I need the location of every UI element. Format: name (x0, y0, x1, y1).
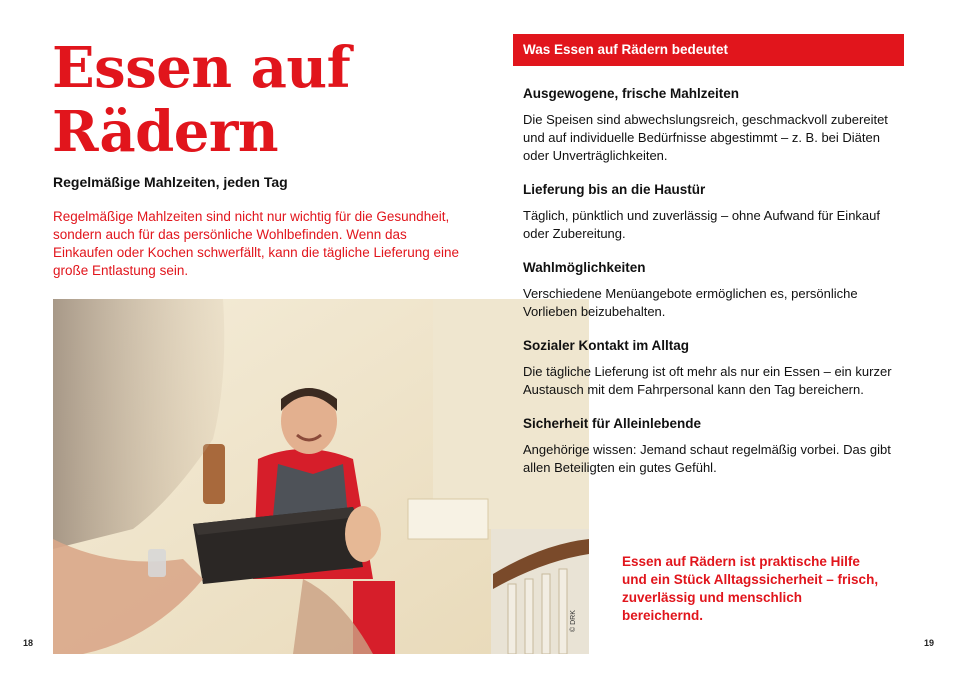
benefit-heading: Lieferung bis an die Haustür (523, 182, 706, 197)
benefit-text: Verschiedene Menüangebote ermöglichen es, persönliche Vorlieben beizubehalten. (523, 286, 858, 319)
benefit-item (523, 182, 903, 243)
page-title (52, 36, 350, 164)
benefit-heading: Wahlmöglichkeiten (523, 260, 646, 275)
benefit-text: Die Speisen sind abwechslungsreich, geschmackvoll zubereitet und auf individuelle Bedürfnisse abgestimmt – z. B. bei Diäten oder Unverträglichkeiten. (523, 112, 888, 163)
page-number-right: 19 (924, 638, 935, 648)
title-line-2: Rädern (52, 99, 279, 165)
benefit-item (523, 416, 903, 477)
summary-text: Essen auf Rädern ist praktische Hilfe und ein Stück Alltagssicherheit – frisch, zuverlässig und menschlich bereichernd. (622, 554, 879, 623)
benefit-text: Täglich, pünktlich und zuverlässig – ohne Aufwand für Einkauf oder Zubereitung. (523, 208, 880, 241)
benefit-heading: Ausgewogene, frische Mahlzeiten (523, 86, 740, 101)
benefit-text: Die tägliche Lieferung ist oft mehr als nur ein Essen – ein kurzer Austausch mit dem Fahrpersonal kann den Tag bereichern. (523, 364, 892, 397)
section-header: Was Essen auf Rädern bedeutet (513, 34, 904, 66)
benefits-list (523, 86, 903, 494)
photo-credit: © DRK (570, 610, 577, 632)
delivery-photo (53, 299, 589, 654)
title-line-1: Essen auf (52, 35, 351, 101)
benefit-heading: Sozialer Kontakt im Alltag (523, 338, 690, 353)
page-number-left: 18 (23, 638, 34, 648)
benefit-item (523, 338, 903, 399)
benefit-item (523, 260, 903, 321)
benefit-text: Angehörige wissen: Jemand schaut regelmäßig vorbei. Das gibt allen Beteiligten ein gutes Gefühl. (523, 442, 891, 475)
benefit-heading: Sicherheit für Alleinlebende (523, 416, 702, 431)
subtitle: Regelmäßige Mahlzeiten, jeden Tag (53, 174, 288, 190)
lead-paragraph: Regelmäßige Mahlzeiten sind nicht nur wichtig für die Gesundheit, sondern auch für das persönliche Wohlbefinden. Wenn das Einkaufen oder Kochen schwerfällt, kann die tägliche Lieferung eine große Entlastung sein. (53, 209, 460, 278)
benefit-item (523, 86, 903, 165)
